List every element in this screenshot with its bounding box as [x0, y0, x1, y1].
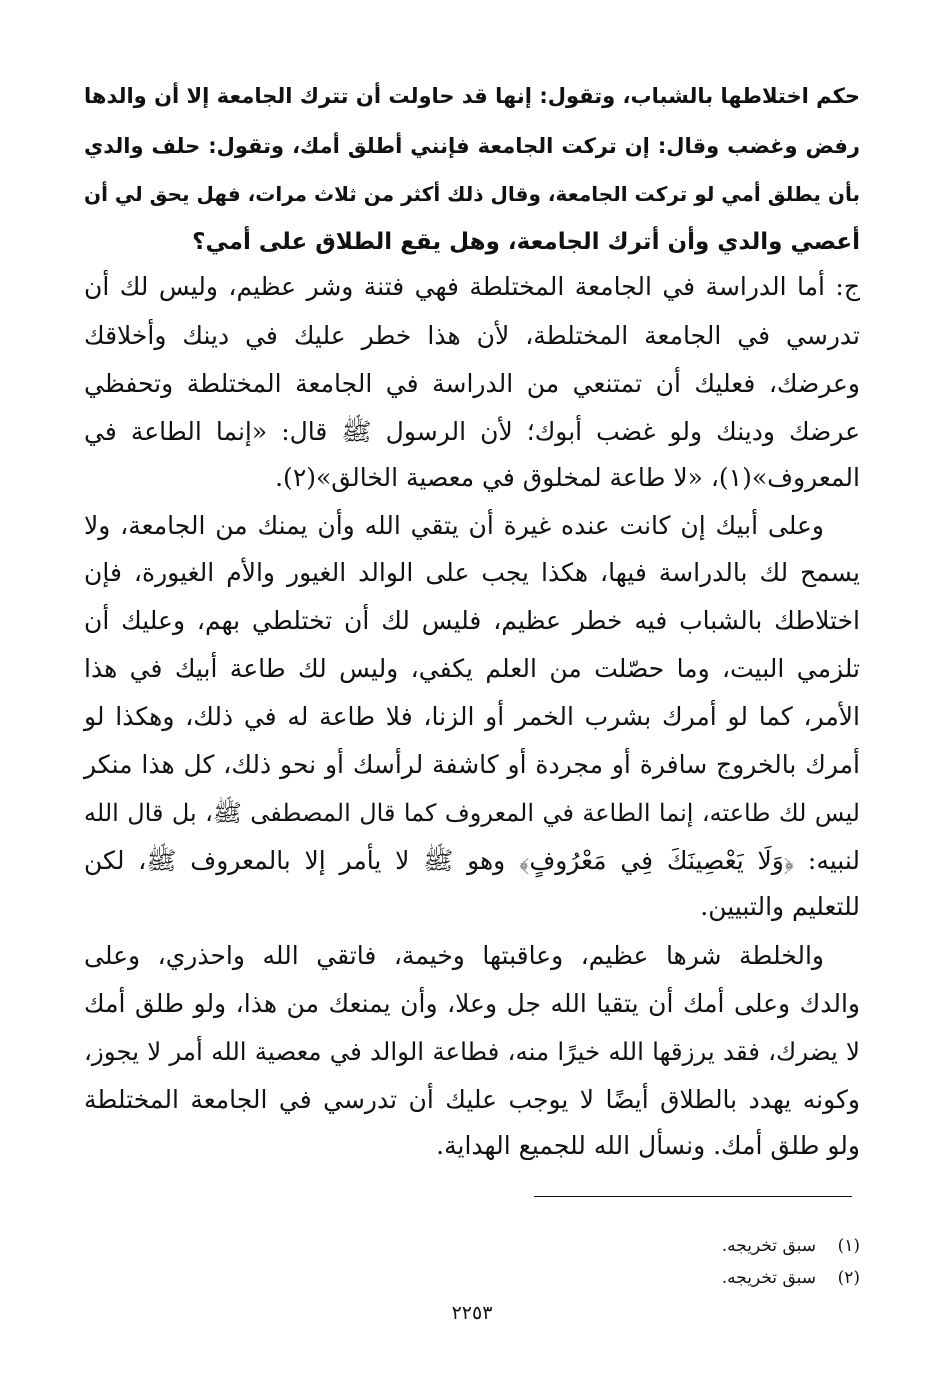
answer-line: عرضك ودينك ولو غضب أبوك؛ لأن الرسول ﷺ قال: «إنما الطاعة في — [84, 417, 860, 446]
question-line: أعصي والدي وأن أترك الجامعة، وهل يقع الطلاق على أمي؟ — [192, 229, 860, 255]
footnote-text: سبق تخريجه. — [721, 1236, 816, 1256]
footnote-text: سبق تخريجه. — [721, 1268, 816, 1288]
answer-line: للتعليم والتبيين. — [700, 892, 860, 921]
page-number: ٢٢٥٣ — [451, 1302, 493, 1324]
answer-line: يسمح لك بالدراسة فيها، هكذا يجب على الوالد الغيور والأم الغيورة، فإن — [84, 558, 860, 587]
answer-line: ليس لك طاعته، إنما الطاعة في المعروف كما قال المصطفى ﷺ، بل قال الله — [84, 799, 860, 827]
answer-line: أمرك بالخروج سافرة أو مجردة أو كاشفة لرأسك أو نحو ذلك، كل هذا منكر — [84, 750, 860, 779]
answer-line: الأمر، كما لو أمرك بشرب الخمر أو الزنا، فلا طاعة له في ذلك، وهكذا لو — [84, 702, 860, 731]
question-line: بأن يطلق أمي لو تركت الجامعة، وقال ذلك أكثر من ثلاث مرات، فهل يحق لي أن — [84, 182, 860, 206]
footnote — [722, 1234, 860, 1258]
answer-line: لا يضرك، فقد يرزقها الله خيرًا منه، فطاعة الوالد في معصية الله أمر لا يجوز، — [84, 1037, 860, 1066]
answer-line: ولو طلق أمك. ونسأل الله للجميع الهداية. — [436, 1131, 860, 1160]
answer-line: وكونه يهدد بالطلاق أيضًا لا يوجب عليك أن تدرسي في الجامعة المختلطة — [84, 1085, 860, 1114]
answer-line: ج: أما الدراسة في الجامعة المختلطة فهي فتنة وشر عظيم، وليس لك أن — [84, 272, 860, 301]
footnote-number: (٢) — [837, 1268, 860, 1288]
answer-line: اختلاطك بالشباب فيه خطر عظيم، فليس لك أن تختلطي بهم، وعليك أن — [84, 606, 860, 635]
footnote-separator — [534, 1196, 852, 1197]
answer-line: وعلى أبيك إن كانت عنده غيرة أن يتقي الله وأن يمنك من الجامعة، ولا — [84, 511, 824, 540]
answer-line: لنبيه: ﴿وَلَا يَعْصِينَكَ فِي مَعْرُوفٍ﴾ وهو ﷺ لا يأمر إلا بالمعروف ﷺ، لكن — [84, 846, 860, 875]
footnote-number: (١) — [837, 1236, 860, 1256]
answer-line: المعروف»(١)، «لا طاعة لمخلوق في معصية الخالق»(٢). — [275, 463, 860, 492]
answer-line: والخلطة شرها عظيم، وعاقبتها وخيمة، فاتقي الله واحذري، وعلى — [84, 941, 824, 970]
footnote — [722, 1266, 860, 1290]
answer-line: والدك وعلى أمك أن يتقيا الله جل وعلا، وأن يمنعك من هذا، ولو طلق أمك — [84, 989, 860, 1018]
question-line: حكم اختلاطها بالشباب، وتقول: إنها قد حاولت أن تترك الجامعة إلا أن والدها — [84, 84, 860, 108]
answer-line: تلزمي البيت، وما حصّلت من العلم يكفي، وليس لك طاعة أبيك في هذا — [84, 654, 860, 683]
answer-line: تدرسي في الجامعة المختلطة، لأن هذا خطر عليك في دينك وأخلاقك — [84, 321, 860, 350]
answer-line: وعرضك، فعليك أن تمتنعي من الدراسة في الجامعة المختلطة وتحفظي — [84, 369, 860, 398]
question-line: رفض وغضب وقال: إن تركت الجامعة فإنني أطلق أمك، وتقول: حلف والدي — [84, 134, 860, 158]
